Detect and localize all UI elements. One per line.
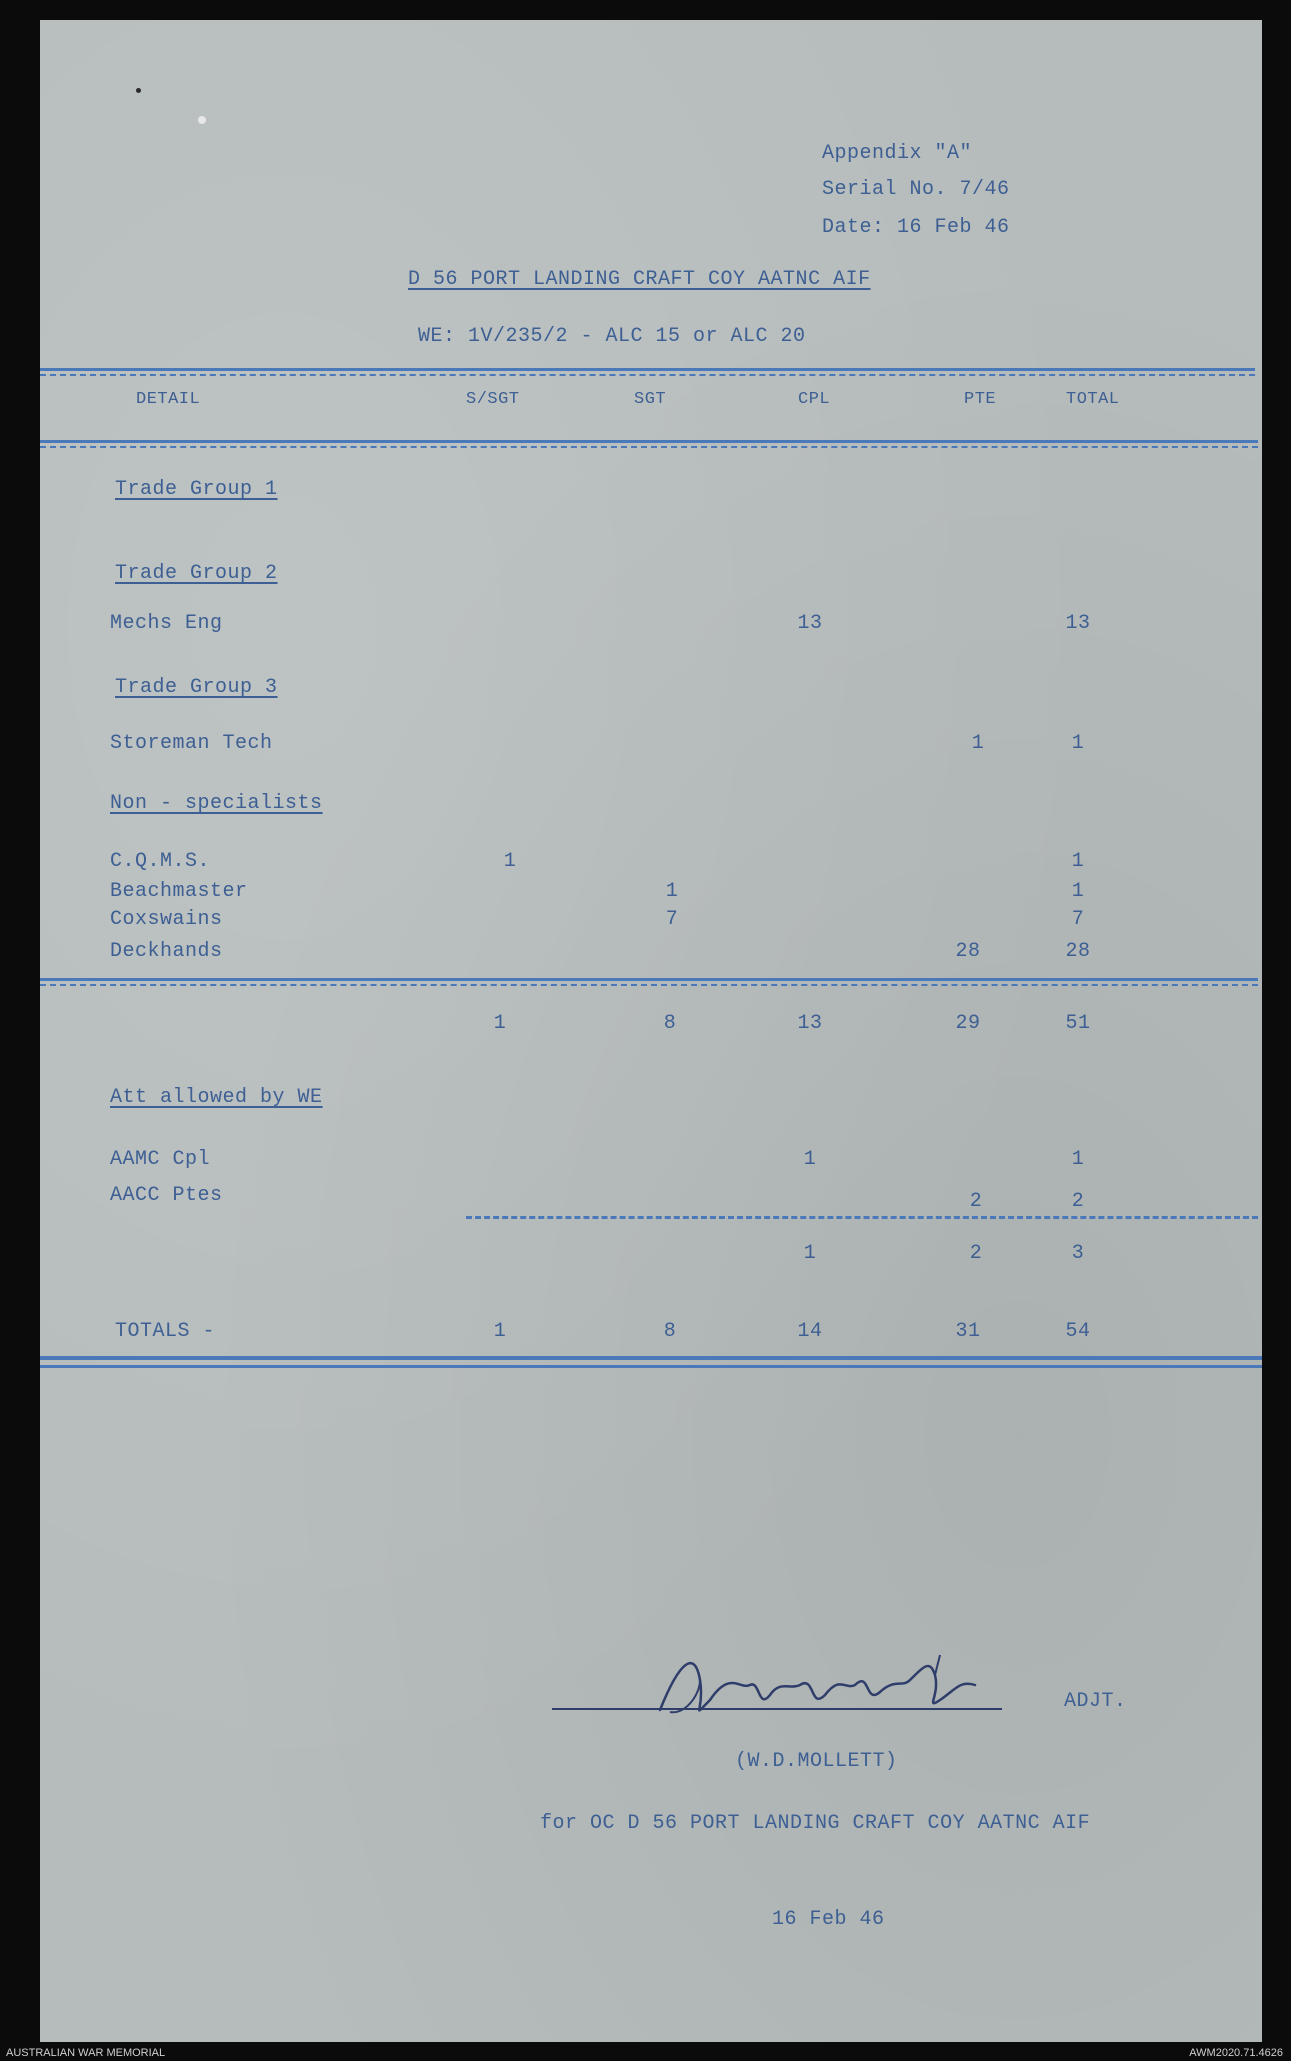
appendix-label: Appendix "A" [822,142,973,165]
subtotal-pte: 29 [955,1012,981,1035]
row-aamc-total: 1 [1071,1148,1085,1171]
totals-sgt: 8 [663,1320,677,1343]
totals-total: 54 [1065,1320,1091,1343]
totals-ssgt: 1 [493,1320,507,1343]
row-aamc-label: AAMC Cpl [110,1148,211,1171]
row-coxswains-total: 7 [1071,908,1085,931]
subtotal-cpl: 13 [797,1012,823,1035]
row-deckhands-pte: 28 [955,940,981,963]
trade-group-2: Trade Group 2 [115,562,278,585]
unit-title: D 56 PORT LANDING CRAFT COY AATNC AIF [408,268,871,291]
att-subtotal-total: 3 [1071,1242,1085,1265]
trade-group-3: Trade Group 3 [115,676,278,699]
subtotal-ssgt: 1 [493,1012,507,1035]
subtotal-total: 51 [1065,1012,1091,1035]
row-beachmaster-sgt: 1 [665,880,679,903]
col-sgt: SGT [634,390,667,409]
row-storeman-label: Storeman Tech [110,732,273,755]
rule-subtotal [40,978,1258,986]
row-coxswains-sgt: 7 [665,908,679,931]
totals-label: TOTALS - [115,1320,216,1343]
row-deckhands-total: 28 [1065,940,1091,963]
subtotal-sgt: 8 [663,1012,677,1035]
handwritten-signature [640,1640,1020,1740]
col-pte: PTE [964,390,997,409]
archive-credit: AUSTRALIAN WAR MEMORIAL [6,2047,166,2059]
row-mechs-eng-label: Mechs Eng [110,612,223,635]
we-reference: WE: 1V/235/2 - ALC 15 or ALC 20 [418,325,806,348]
paper-mark [198,116,206,124]
row-cqms-total: 1 [1071,850,1085,873]
trade-group-1: Trade Group 1 [115,478,278,501]
col-ssgt: S/SGT [466,390,520,409]
document-sheet [40,20,1262,2042]
row-aacc-pte: 2 [969,1190,983,1213]
row-aacc-total: 2 [1071,1190,1085,1213]
totals-pte: 31 [955,1320,981,1343]
document-date: Date: 16 Feb 46 [822,216,1010,239]
row-mechs-eng-total: 13 [1065,612,1091,635]
row-deckhands-label: Deckhands [110,940,223,963]
rule-bottom [40,1356,1262,1368]
row-cqms-label: C.Q.M.S. [110,850,211,873]
row-aamc-cpl: 1 [803,1148,817,1171]
signatory-name: (W.D.MOLLETT) [735,1750,898,1773]
row-coxswains-label: Coxswains [110,908,223,931]
row-mechs-eng-cpl: 13 [797,612,823,635]
col-cpl: CPL [798,390,831,409]
rule-header [40,440,1258,448]
att-subtotal-cpl: 1 [803,1242,817,1265]
non-specialists: Non - specialists [110,792,323,815]
totals-cpl: 14 [797,1320,823,1343]
row-cqms-ssgt: 1 [503,850,517,873]
col-detail: DETAIL [136,390,201,409]
row-beachmaster-label: Beachmaster [110,880,248,903]
att-allowed: Att allowed by WE [110,1086,323,1109]
archive-reference: AWM2020.71.4626 [1189,2047,1283,2059]
rule-top [40,368,1255,376]
row-storeman-pte: 1 [971,732,985,755]
paper-mark [136,88,141,93]
row-aacc-label: AACC Ptes [110,1184,223,1207]
att-subtotal-pte: 2 [969,1242,983,1265]
adjt-label: ADJT. [1064,1690,1127,1713]
signatory-role: for OC D 56 PORT LANDING CRAFT COY AATNC AIF [540,1812,1091,1835]
serial-number: Serial No. 7/46 [822,178,1010,201]
signature-date: 16 Feb 46 [772,1908,885,1931]
row-beachmaster-total: 1 [1071,880,1085,903]
row-storeman-total: 1 [1071,732,1085,755]
col-total: TOTAL [1066,390,1120,409]
rule-att [466,1216,1258,1219]
